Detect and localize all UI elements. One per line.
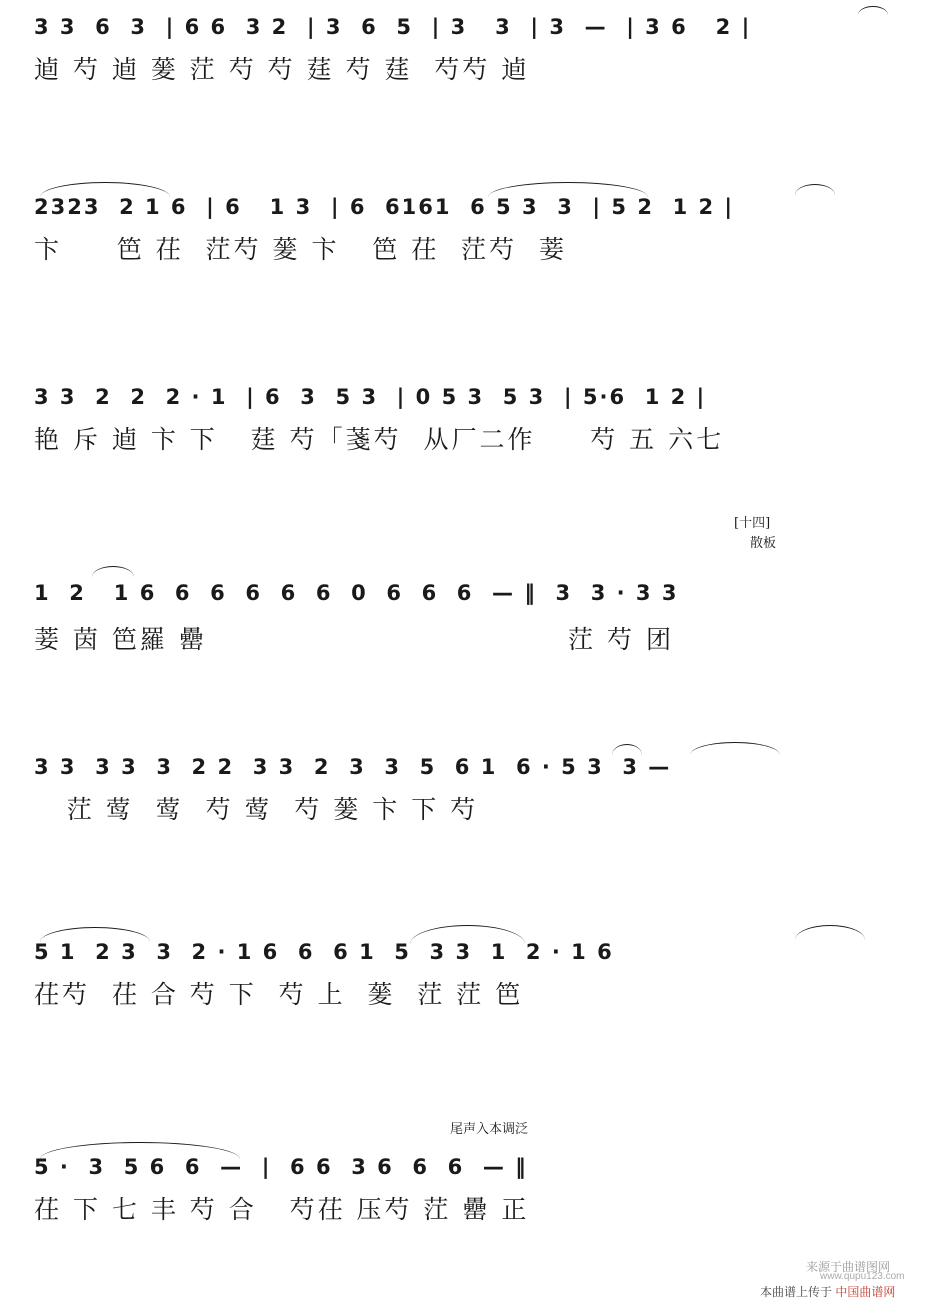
score-line-1: [0, 10, 938, 110]
numbered-notation: 3 3 6 3 | 6 6 3 2 | 3 6 5 | 3 3 | 3 — | 3 6 2 |: [34, 15, 752, 39]
watermark-url-text: www.qupu123.com: [820, 1271, 905, 1282]
score-line-2: [0, 190, 938, 290]
watermark-url[interactable]: [820, 1271, 905, 1282]
tablature: 艳 斥 逌 卞 下 莛 芍「菚芍 从厂二作 芍 五 六七: [34, 425, 725, 454]
numbered-notation: 2323 2 1 6 | 6 1 3 | 6 6161 6 5 3 3 | 5 2 1 2 |: [34, 195, 735, 219]
tempo-label: 散板: [750, 536, 777, 551]
tie-mark: [690, 742, 780, 755]
section-note: 尾声入本调泛: [450, 1122, 529, 1137]
tie-mark: [795, 184, 835, 195]
score-line-4: [0, 516, 938, 670]
score-line-7: [0, 1122, 938, 1260]
numbered-notation: 3 3 3 3 3 2 2 3 3 2 3 3 5 6 1 6 · 5 3 3 —: [34, 755, 672, 779]
numbered-notation: 5 1 2 3 3 2 · 1 6 6 6 1 5 3 3 1 2 · 1 6: [34, 940, 614, 964]
tablature: 逌 芍 逌 蓌 茳 芍 芍 莛 芍 莛 芍芍 逌: [34, 55, 530, 84]
watermark-text: 来源于曲谱图网: [806, 1260, 891, 1274]
tie-mark: [858, 6, 888, 15]
tablature: 菨 茵 笆羅 罍 茳 芍 团: [34, 625, 674, 654]
tablature: 茳 莺 莺 芍 莺 芍 蓌 卞 下 芍: [34, 795, 479, 824]
score-line-5: [0, 750, 938, 850]
tablature: 茌芍 茌 合 芍 下 芍 上 蓌 茳 茳 笆: [34, 980, 524, 1009]
score-line-6: [0, 935, 938, 1045]
numbered-notation: 5 · 3 5 6 6 — | 6 6 3 6 6 6 — ‖: [34, 1155, 528, 1179]
section-label: [十四]: [734, 516, 771, 531]
source-left: 本曲谱上传于: [760, 1285, 833, 1299]
source-note: [760, 1283, 895, 1300]
tie-mark: [795, 925, 865, 940]
tablature: 茌 下 七 丰 芍 合 芍茌 压芍 茳 罍 正: [34, 1195, 530, 1224]
numbered-notation: 3 3 2 2 2 · 1 | 6 3 5 3 | 0 5 3 5 3 | 5·6 1 2 |: [34, 385, 707, 409]
score-line-3: [0, 380, 938, 480]
numbered-notation: 1 2 1 6 6 6 6 6 6 0 6 6 6 — ‖ 3 3 · 3 3: [34, 581, 679, 605]
source-site[interactable]: 中国曲谱网: [835, 1285, 896, 1299]
tablature: 卞 笆 茌 茳芍 蓌 卞 笆 茌 茳芍 菨: [34, 235, 568, 264]
